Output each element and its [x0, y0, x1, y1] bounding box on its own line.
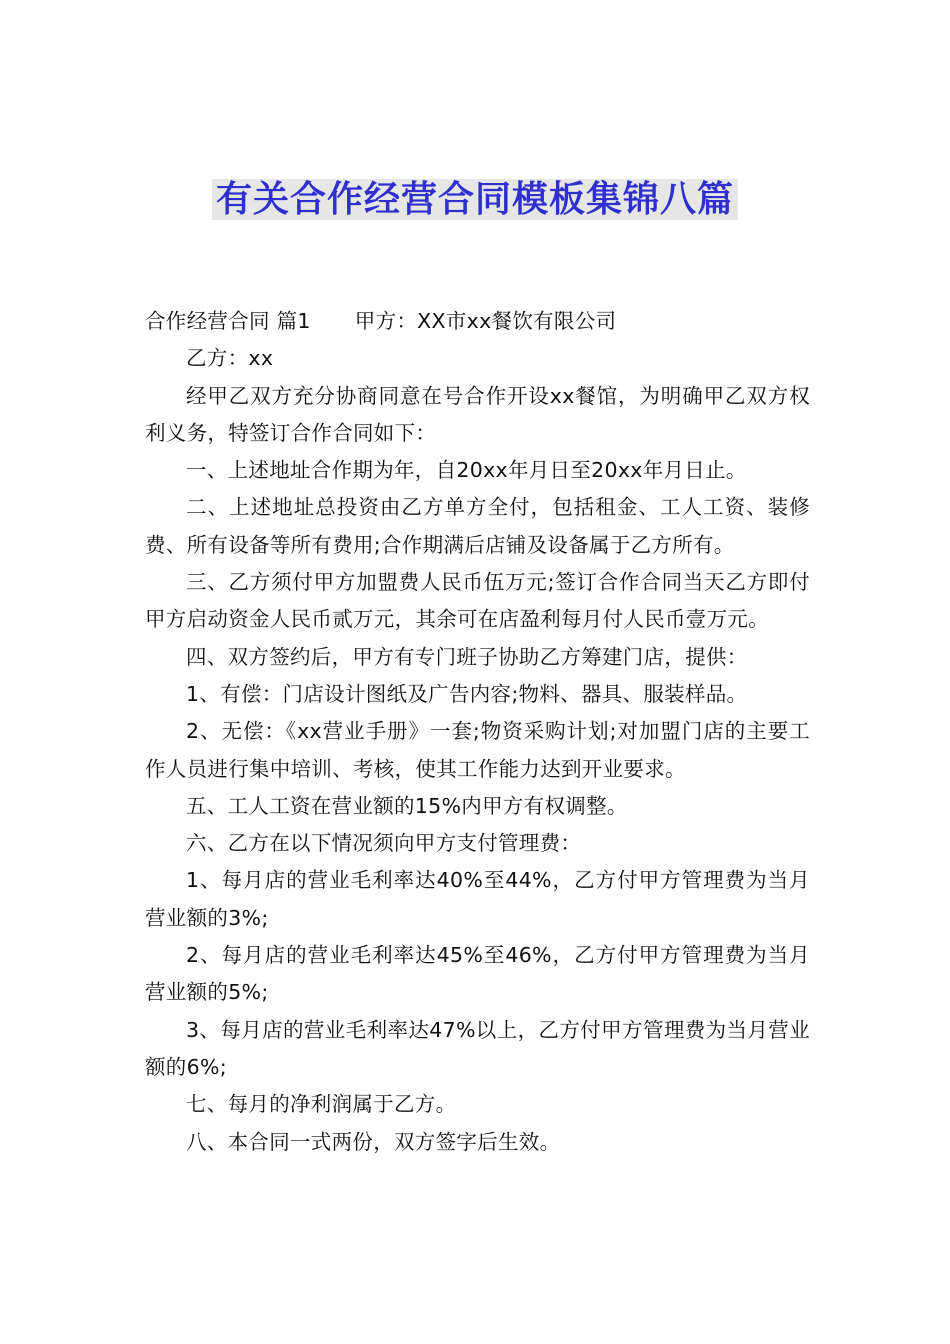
document-title-text: 有关合作经营合同模板集锦八篇: [212, 179, 738, 220]
document-title: [0, 176, 950, 224]
clause-6-item-1: 1、每月店的营业毛利率达40%至44%，乙方付甲方管理费为当月营业额的3%;: [145, 868, 810, 930]
clause-5: 五、工人工资在营业额的15%内甲方有权调整。: [186, 793, 628, 818]
clause-3: 三、乙方须付甲方加盟费人民币伍万元;签订合作合同当天乙方即付甲方启动资金人民币贰万元，其余可在店盈利每月付人民币壹万元。: [145, 570, 810, 632]
party-a-line: 甲方：XX市xx餐饮有限公司: [354, 309, 617, 333]
clause-4-item-1: 1、有偿：门店设计图纸及广告内容;物料、器具、服装样品。: [186, 681, 748, 706]
party-b-line: 乙方：xx: [186, 346, 274, 371]
intro-paragraph: 经甲乙双方充分协商同意在号合作开设xx餐馆，为明确甲乙双方权利义务，特签订合作合同如下：: [145, 383, 810, 445]
heading-line: [145, 303, 810, 340]
clause-8: 八、本合同一式两份，双方签字后生效。: [186, 1129, 561, 1154]
clause-6-item-3: 3、每月店的营业毛利率达47%以上，乙方付甲方管理费为当月营业额的6%;: [145, 1017, 810, 1079]
clause-6: 六、乙方在以下情况须向甲方支付管理费：: [186, 831, 582, 856]
document-body: [145, 303, 810, 1161]
clause-6-item-2: 2、每月店的营业毛利率达45%至46%，乙方付甲方管理费为当月营业额的5%;: [145, 943, 810, 1005]
heading-label: 合作经营合同 篇1: [145, 309, 311, 333]
clause-2: 二、上述地址总投资由乙方单方全付，包括租金、工人工资、装修费、所有设备等所有费用;合作期满后店铺及设备属于乙方所有。: [145, 495, 810, 557]
clause-1: 一、上述地址合作期为年，自20xx年月日至20xx年月日止。: [186, 458, 747, 483]
clause-4-item-2: 2、无偿：《xx营业手册》一套;物资采购计划;对加盟门店的主要工作人员进行集中培训、考核，使其工作能力达到开业要求。: [145, 719, 810, 781]
clause-4: 四、双方签约后，甲方有专门班子协助乙方筹建门店，提供：: [186, 644, 748, 669]
clause-7: 七、每月的净利润属于乙方。: [186, 1092, 457, 1117]
